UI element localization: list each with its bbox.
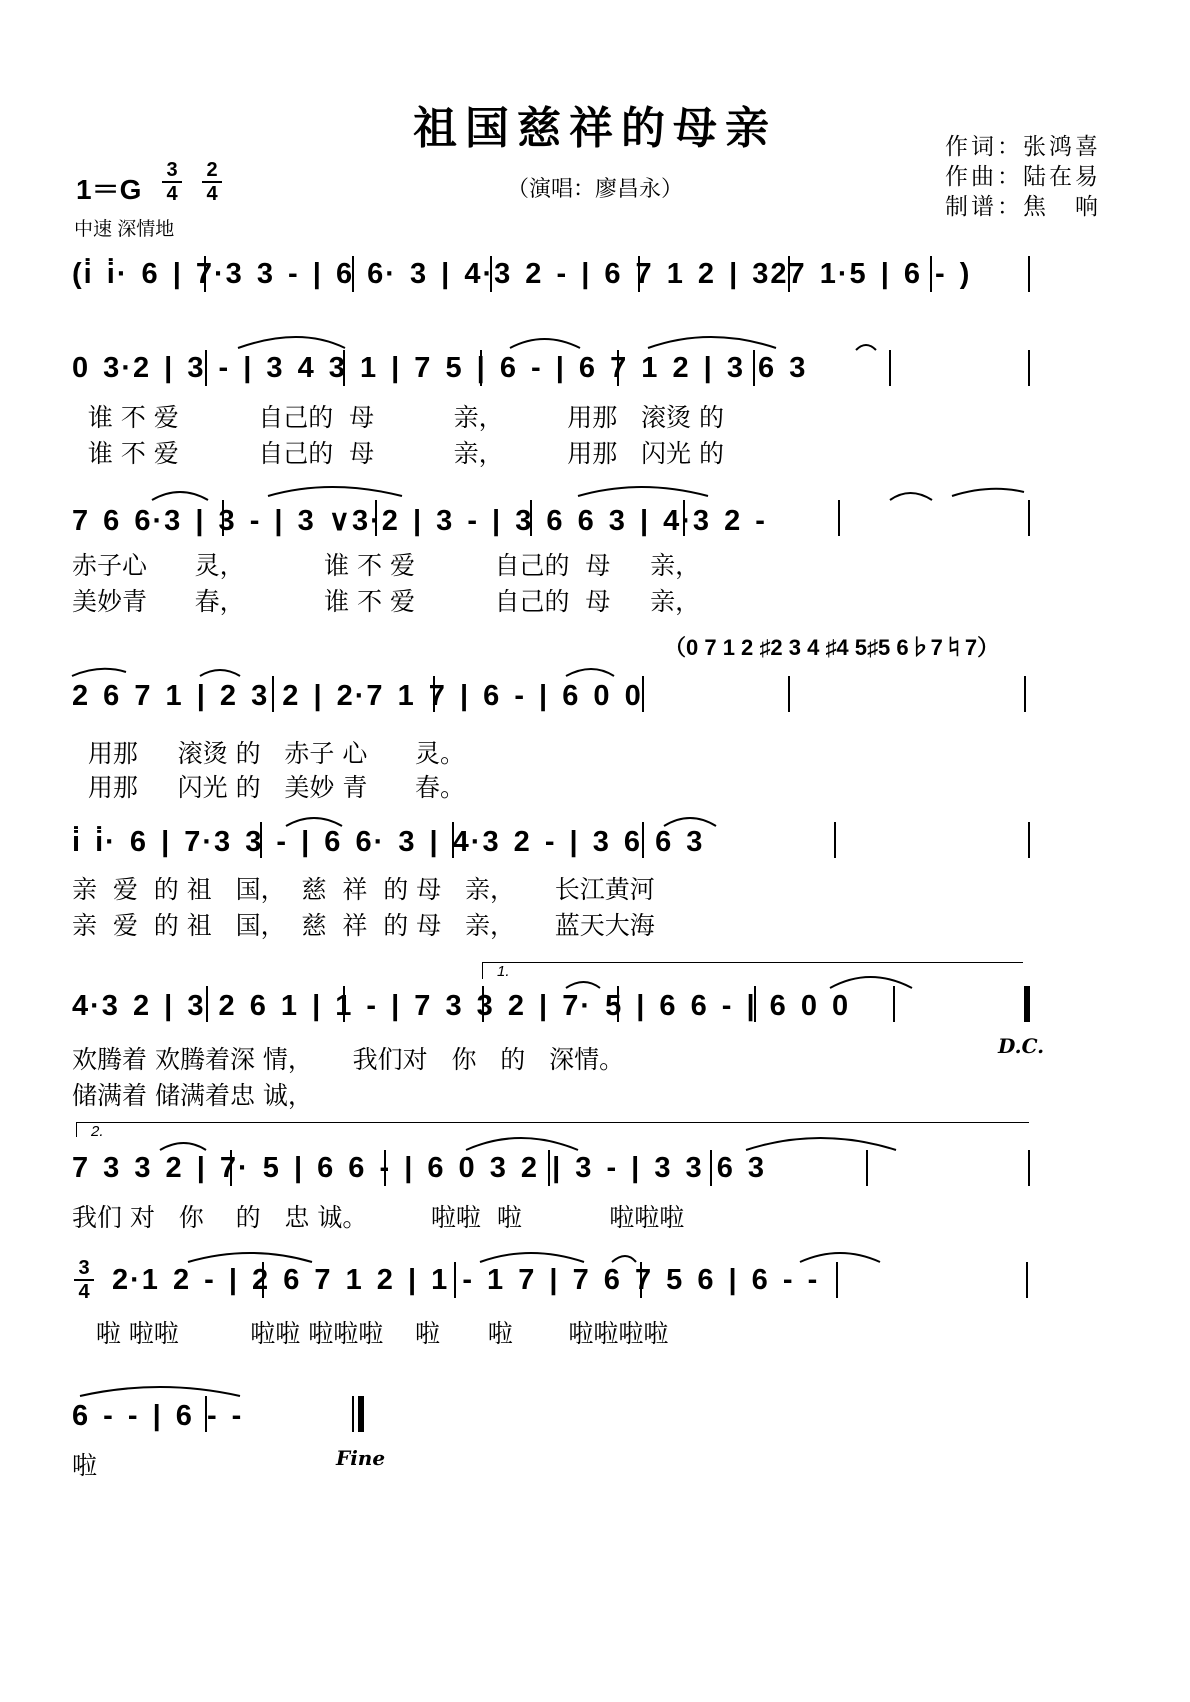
slur xyxy=(952,489,1024,496)
slur xyxy=(480,1253,584,1262)
slur xyxy=(664,818,716,826)
slur xyxy=(746,1138,896,1150)
lyrics-row-3-verse-1: 赤子心 灵， 谁 不 爱 自己的 母 亲， xyxy=(72,551,701,580)
key-signature: 1＝G xyxy=(76,174,142,205)
slur xyxy=(268,487,402,496)
time-signature-3-4: 3 4 xyxy=(162,160,182,204)
slur xyxy=(200,670,240,676)
singer-credit: （演唱：廖昌永） xyxy=(506,177,683,202)
slur xyxy=(890,493,932,500)
lyrics-row-2-verse-2: 谁 不 爱 自己的 母 亲， 用那 闪光 的 xyxy=(72,439,724,468)
staff-row-3: 7 6 6·3 | 3 - | 3 ∨3·2 | 3 - | 3 6 6 3 | 4·3 2 - xyxy=(72,505,767,537)
composer-credit: 作曲：陆在易 xyxy=(945,164,1101,190)
staff-row-7: 7 3 3 2 | 7· 5 | 6 6 - | 6 0 3 2 | 3 - | 3 3 6 3 xyxy=(72,1152,767,1184)
time-signature-3-4: 3 4 xyxy=(74,1258,94,1302)
slur xyxy=(152,492,208,500)
lyrics-row-7: 我们 对 你 的 忠 诚。 啦啦 啦 啦啦啦 xyxy=(72,1203,685,1232)
slur xyxy=(566,982,600,988)
lyrics-row-4-verse-2: 用那 闪光 的 美妙 青 春。 xyxy=(72,773,466,802)
fine-mark: Fine xyxy=(336,1446,386,1470)
staff-row-5: i̇ i̇· 6 | 7·3 3 - | 6 6· 3 | 4·3 2 - | 3 6 6 3 xyxy=(72,826,705,858)
lyricist-credit: 作词：张鸿喜 xyxy=(945,134,1101,160)
volta-1-label: 1. xyxy=(497,963,510,980)
slur xyxy=(566,669,614,676)
slur xyxy=(578,487,708,496)
slur xyxy=(830,977,912,988)
slur xyxy=(648,337,776,348)
lyrics-row-4-verse-1: 用那 滚烫 的 赤子 心 灵。 xyxy=(72,739,466,768)
staff-row-1: (i̇ i̇· 6 | 7·3 3 - | 6 6· 3 | 4·3 2 - | 6 7 1 2 | 327 1·5 | 6 - ) xyxy=(72,258,972,290)
arranger-credit: 制谱：焦 响 xyxy=(945,194,1101,220)
staff-row-4: 2 6 7 1 | 2 3 2 | 2·7 1 7 | 6 - | 6 0 0 xyxy=(72,680,643,712)
lyrics-row-8: 啦 啦啦 啦啦 啦啦啦 啦 啦 啦啦啦啦 xyxy=(72,1319,669,1348)
slur xyxy=(286,818,342,826)
time-signature-2-4: 2 4 xyxy=(202,160,222,204)
slur xyxy=(238,337,345,348)
slur xyxy=(466,1138,578,1150)
lyrics-row-2-verse-1: 谁 不 爱 自己的 母 亲， 用那 滚烫 的 xyxy=(72,403,724,432)
slur xyxy=(856,345,876,350)
lyrics-row-5-verse-2: 亲 爱 的 祖 国， 慈 祥 的 母 亲， 蓝天大海 xyxy=(72,911,655,940)
slur xyxy=(80,1387,240,1396)
lyrics-row-9: 啦 xyxy=(72,1451,98,1480)
lyrics-row-6-verse-1: 欢腾着 欢腾着深 情， 我们对 你 的 深情。 xyxy=(72,1045,625,1074)
slur xyxy=(612,1256,636,1262)
slur xyxy=(72,669,126,676)
slur xyxy=(510,339,580,348)
interlude-notes: （0 7 1 2 ♯2 3 4 ♯4 5♯5 6♭7♮7） xyxy=(664,635,1000,660)
slur xyxy=(188,1253,312,1262)
slur xyxy=(800,1253,880,1262)
tempo-marking: 中速 深情地 xyxy=(74,219,175,240)
staff-row-9: 6 - - | 6 - - xyxy=(72,1400,244,1432)
staff-row-8: 2·1 2 - | 2 6 7 1 2 | 1 - 1 7 | 7 6 7 5 6 | 6 - - xyxy=(112,1264,820,1296)
staff-row-6: 4·3 2 | 3 2 6 1 | 1 - | 7 3 3 2 | 7· 5 | 6 6 - | 6 0 0 xyxy=(72,990,851,1022)
lyrics-row-3-verse-2: 美妙青 春， 谁 不 爱 自己的 母 亲， xyxy=(72,587,701,616)
da-capo-mark: D.C. xyxy=(998,1034,1045,1058)
lyrics-row-6-verse-2: 储满着 储满着忠 诚， xyxy=(72,1081,313,1110)
staff-row-2: 0 3·2 | 3 - | 3 4 3 1 | 7 5 | 6 - | 6 7 1 2 | 3 6 3 xyxy=(72,352,808,384)
volta-2-label: 2. xyxy=(91,1123,104,1140)
song-title: 祖国慈祥的母亲 xyxy=(413,103,777,154)
lyrics-row-5-verse-1: 亲 爱 的 祖 国， 慈 祥 的 母 亲， 长江黄河 xyxy=(72,875,655,904)
slur xyxy=(160,1143,206,1150)
